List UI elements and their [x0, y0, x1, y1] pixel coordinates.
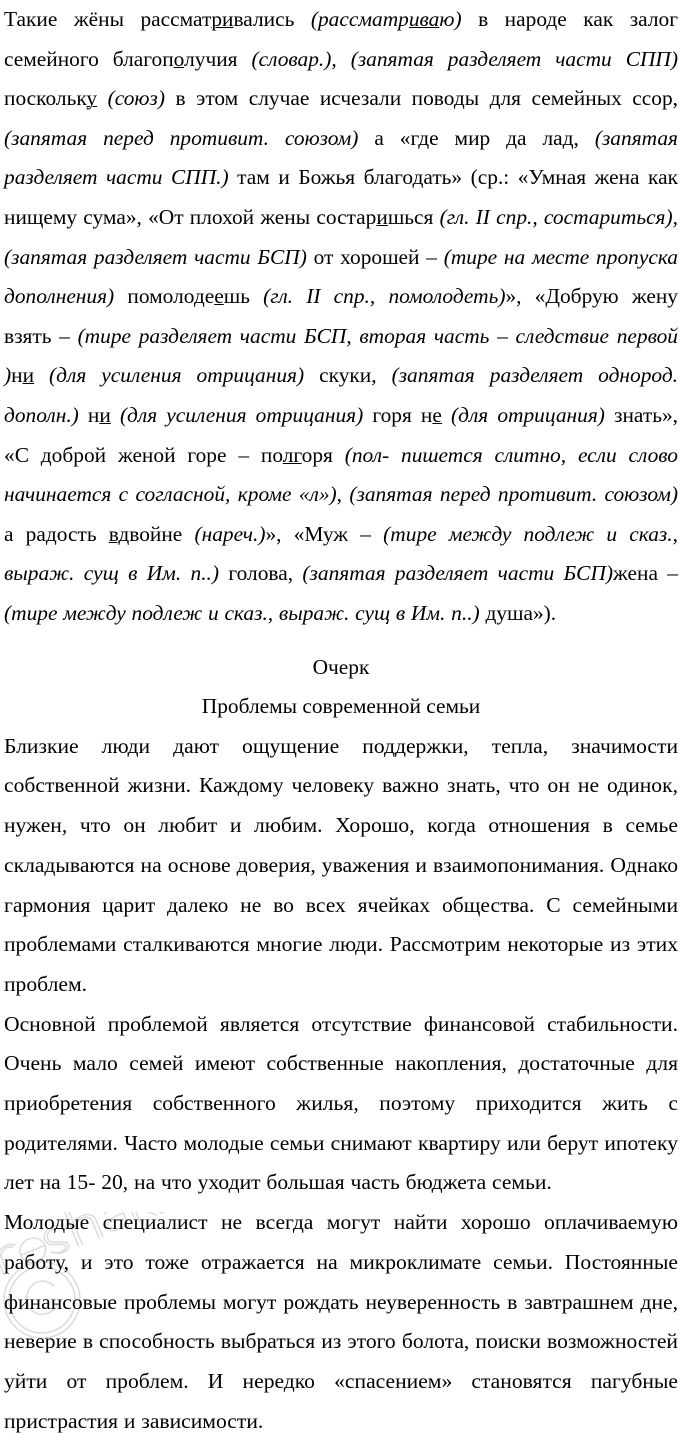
text-run: поскольк	[4, 86, 87, 111]
underlined-letters: е	[432, 402, 442, 427]
underlined-letters: у	[86, 86, 98, 111]
italic-annotation: (для усиления отрицания)	[49, 363, 305, 388]
text-run: », «Муж –	[265, 521, 384, 546]
spacer	[4, 634, 678, 648]
underlined-letters: лг	[282, 442, 302, 467]
italic-annotation: (тире между подлеж и сказ., выраж. сущ в Им. п..)	[4, 600, 480, 625]
italic-annotation: (для усиления отрицания)	[119, 402, 364, 427]
underlined-letters: вд	[108, 521, 130, 546]
grammar-analysis-paragraph	[4, 0, 678, 634]
italic-annotation: (запятая разделяет однород. дополн.)	[4, 363, 678, 427]
heading-essay-title: Проблемы современной семьи	[201, 694, 481, 719]
text-run: от хорошей –	[306, 244, 444, 269]
morpheme-caret-mark	[211, 0, 233, 40]
italic-annotation: (запятая перед противит. союзом)	[4, 125, 359, 150]
essay-paragraph-3: Молодые специалист не всегда могут найти хорошо оплачиваемую работу, и это тоже отражается на микроклимате семьи. Постоянные финансовые проблемы могут рождать неуверенность в завтрашнем дне, неверие в способность выбраться из этого болота, поиски возможностей уйти от проблем. И нередко «спасением» становятся пагубные пристрастия и зависимости.	[4, 1210, 678, 1433]
underlined-letters: ри	[211, 7, 234, 31]
underlined-letters: и	[22, 363, 35, 388]
text-run: в народе как залог семейного благоп	[4, 7, 678, 71]
text-run: вались	[233, 7, 311, 31]
text-run: », «Добрую жену взять –	[4, 284, 678, 348]
essay-paragraph-2: Основной проблемой является отсутствие финансовой стабильности. Очень мало семей имеют собственные накопления, достаточные для приобретения собственного жилья, поэтому приходится жить с родителями. Часто молодые семьи снимают квартиру или берут ипотеку лет на 15- 20, на что уходит большая часть бюджета семьи.	[4, 1011, 678, 1195]
text-run: лучия	[184, 46, 252, 71]
text-run	[442, 403, 451, 427]
italic-annotation: (союз)	[107, 86, 165, 111]
heading-genre: Очерк	[312, 654, 370, 679]
text-run: душа»).	[479, 600, 557, 625]
italic-annotation: ю)	[439, 7, 462, 31]
text-run	[97, 86, 108, 110]
italic-annotation: (тире на месте пропуска дополнения)	[4, 244, 678, 309]
italic-annotation: (словар.), (запятая разделяет части СПП)	[251, 46, 678, 71]
italic-annotation: (для отрицания)	[451, 402, 605, 427]
text-run: жена –	[613, 561, 678, 586]
text-run: там и Божья благодать» (ср.: «Умная жена как нищему сума», «От плохой жены состар	[4, 165, 678, 229]
underlined-letters: и	[376, 204, 388, 229]
italic-annotation: (запятая разделяет части БСП)	[302, 561, 614, 586]
text-run: горя н	[363, 402, 433, 427]
text-run: н	[11, 363, 23, 388]
italic-annotation: (тире между подлеж и сказ., выраж. сущ в Им. п..)	[4, 521, 678, 586]
italic-annotation: (гл. II спр., состариться), (запятая разделяет части БСП)	[4, 204, 678, 269]
italic-annotation: (тире разделяет части БСП, вторая часть – следствие первой )	[4, 323, 678, 388]
italic-annotation: (пол- пишется слитно, если слово начинается с согласной, кроме «л»), (запятая перед противит. союзом)	[4, 442, 678, 507]
text-run: н	[78, 402, 100, 427]
text-run: Такие жёны рассмат	[4, 7, 212, 31]
italic-annotation: (гл. II спр., помолодеть)	[263, 284, 506, 309]
text-run: в этом случае исчезали поводы для семейных ссор,	[165, 86, 679, 111]
text-run	[34, 363, 49, 387]
italic-annotation: (рассматр	[310, 7, 409, 31]
text-run: голова,	[219, 561, 303, 586]
italic-annotation: (нареч.)	[194, 521, 266, 546]
text-run: а «где мир да лад,	[358, 125, 595, 150]
italic-annotation: (запятая разделяет части СПП.)	[4, 125, 678, 190]
underlined-letters: ива	[408, 7, 440, 31]
underlined-letters: и	[99, 402, 111, 427]
text-run: знать», «С доброй женой горе – по	[4, 402, 679, 467]
text-run: а радость	[4, 521, 109, 546]
text-run: шься	[387, 204, 440, 229]
text-run	[111, 403, 120, 427]
text-run: помолоде	[114, 284, 215, 309]
underlined-letters: е	[214, 284, 224, 309]
text-run: оря	[301, 442, 345, 467]
text-run: скуки,	[304, 363, 392, 388]
morpheme-caret-mark	[409, 0, 440, 40]
text-run: шь	[223, 284, 264, 309]
text-run: войне	[129, 521, 195, 546]
essay-paragraph-1: Близкие люди дают ощущение поддержки, тепла, значимости собственной жизни. Каждому человеку важно знать, что он не одинок, нужен, что он любит и любим. Хорошо, когда отношения в семье складываются на основе доверия, уважения и взаимопонимания. Однако гармония царит далеко не во всех ячейках общества. С семейными проблемами сталкиваются многие люди. Рассмотрим некоторые из этих проблем.	[4, 733, 678, 996]
underlined-letters: о	[173, 46, 185, 71]
